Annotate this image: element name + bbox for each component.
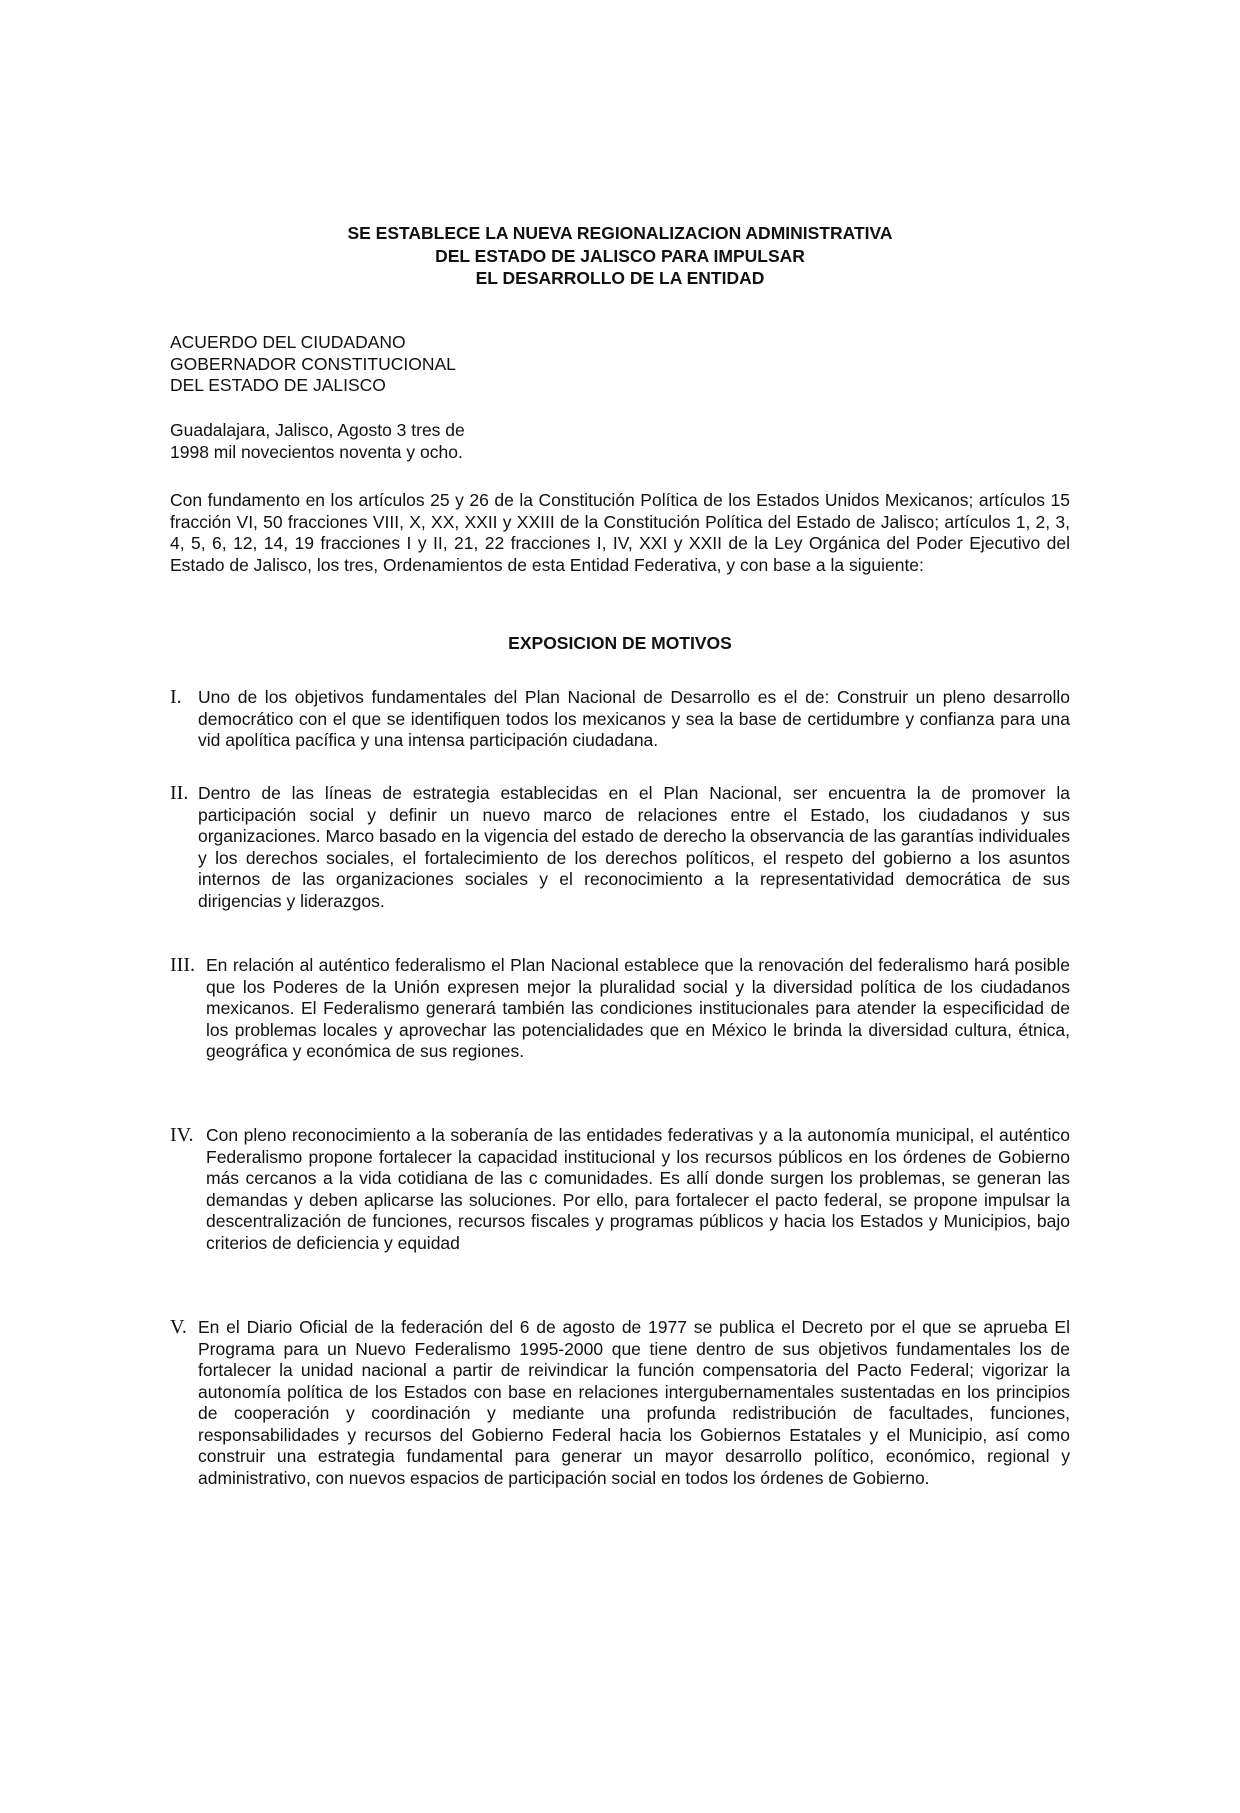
section-heading: EXPOSICION DE MOTIVOS [508,633,732,653]
item-text: En el Diario Oficial de la federación del 6 de agosto de 1977 se publica el Decreto por el que se aprueba El Programa para un Nuevo Federalismo 1995-2000 que tiene dentro de sus objetivos fundamentales los de fortalecer la unidad nacional a partir de reivindicar la función compensatoria del Pacto Federal; vigorizar la autonomía política de los Estados con base en relaciones intergubernamentales sustentadas en los principios de cooperación y coordinación y mediante una profunda redistribución de facultades, funciones, responsabilidades y recursos del Gobierno Federal hacia los Gobiernos Estatales y el Municipio, así como construir una estrategia fundamental para generar un mayor desarrollo político, económico, regional y administrativo, con nuevos espacios de participación social en todos los órdenes de Gobierno. [198,1317,1070,1488]
item-numeral: V. [170,1316,187,1338]
item-numeral: IV. [170,1124,194,1146]
motive-item [170,1125,1070,1254]
item-numeral: I. [170,686,182,708]
place-date [170,420,465,463]
agreement-line-3: DEL ESTADO DE JALISCO [170,375,386,395]
motive-item [170,687,1070,752]
agreement-heading [170,332,456,397]
title-line-3: EL DESARROLLO DE LA ENTIDAD [475,268,765,288]
motive-item [170,783,1070,912]
place-date-line-1: Guadalajara, Jalisco, Agosto 3 tres de [170,420,465,440]
place-date-line-2: 1998 mil novecientos noventa y ocho. [170,441,463,462]
title-line-2: DEL ESTADO DE JALISCO PARA IMPULSAR [435,245,805,266]
agreement-line-2: GOBERNADOR CONSTITUCIONAL [170,353,456,374]
item-text: Dentro de las líneas de estrategia establecidas en el Plan Nacional, ser encuentra la de promover la participación social y definir un nuevo marco de relaciones entre el Estado, los ciudadanos y sus organizaciones. Marco basado en la vigencia del estado de derecho la observancia de las garantías individuales y los derechos sociales, el fortalecimiento de los derechos políticos, el respeto del gobierno a los asuntos internos de las organizaciones sociales y el reconocimiento a la representatividad democrática de sus dirigencias y liderazgos. [198,783,1070,911]
motive-item [170,1317,1070,1489]
item-text: Con pleno reconocimiento a la soberanía de las entidades federativas y a la autonomía municipal, el auténtico Federalismo propone fortalecer la capacidad institucional y los recursos públicos en los órdenes de Gobierno más cercanos a la vida cotidiana de las c comunidades. Es allí donde surgen los problemas, se generan las demandas y deben aplicarse las soluciones. Por ello, para fortalecer el pacto federal, se propone impulsar la descentralización de funciones, recursos fiscales y programas públicos y hacia los Estados y Municipios, bajo criterios de deficiencia y equidad [206,1125,1070,1253]
motive-item [170,955,1070,1063]
item-text: En relación al auténtico federalismo el Plan Nacional establece que la renovación del federalismo hará posible que los Poderes de la Unión expresen mejor la pluralidad social y la diversidad política de los ciudadanos mexicanos. El Federalismo generará también las condiciones institucionales para atender la especificidad de los problemas locales y aprovechar las potencialidades que en México le brinda la diversidad cultura, étnica, geográfica y económica de sus regiones. [206,955,1070,1061]
item-text: Uno de los objetivos fundamentales del Plan Nacional de Desarrollo es el de: Construir un pleno desarrollo democrático con el que se identifiquen todos los mexicanos y sea la base de certidumbre y confianza para una vid apolítica pacífica y una intensa participación ciudadana. [198,687,1070,750]
preamble-paragraph: Con fundamento en los artículos 25 y 26 de la Constitución Política de los Estados Unidos Mexicanos; artículos 15 fracción VI, 50 fracciones VIII, X, XX, XXII y XXIII de la Constitución Política del Estado de Jalisco; artículos 1, 2, 3, 4, 5, 6, 12, 14, 19 fracciones I y II, 21, 22 fracciones I, IV, XXI y XXII de la Ley Orgánica del Poder Ejecutivo del Estado de Jalisco, los tres, Ordenamientos de esta Entidad Federativa, y con base a la siguiente: [170,490,1070,575]
agreement-line-1: ACUERDO DEL CIUDADANO [170,332,406,352]
title-line-1: SE ESTABLECE LA NUEVA REGIONALIZACION ADMINISTRATIVA [347,223,893,243]
document-title [170,222,1070,290]
item-numeral: III. [170,954,195,976]
item-numeral: II. [170,782,189,804]
